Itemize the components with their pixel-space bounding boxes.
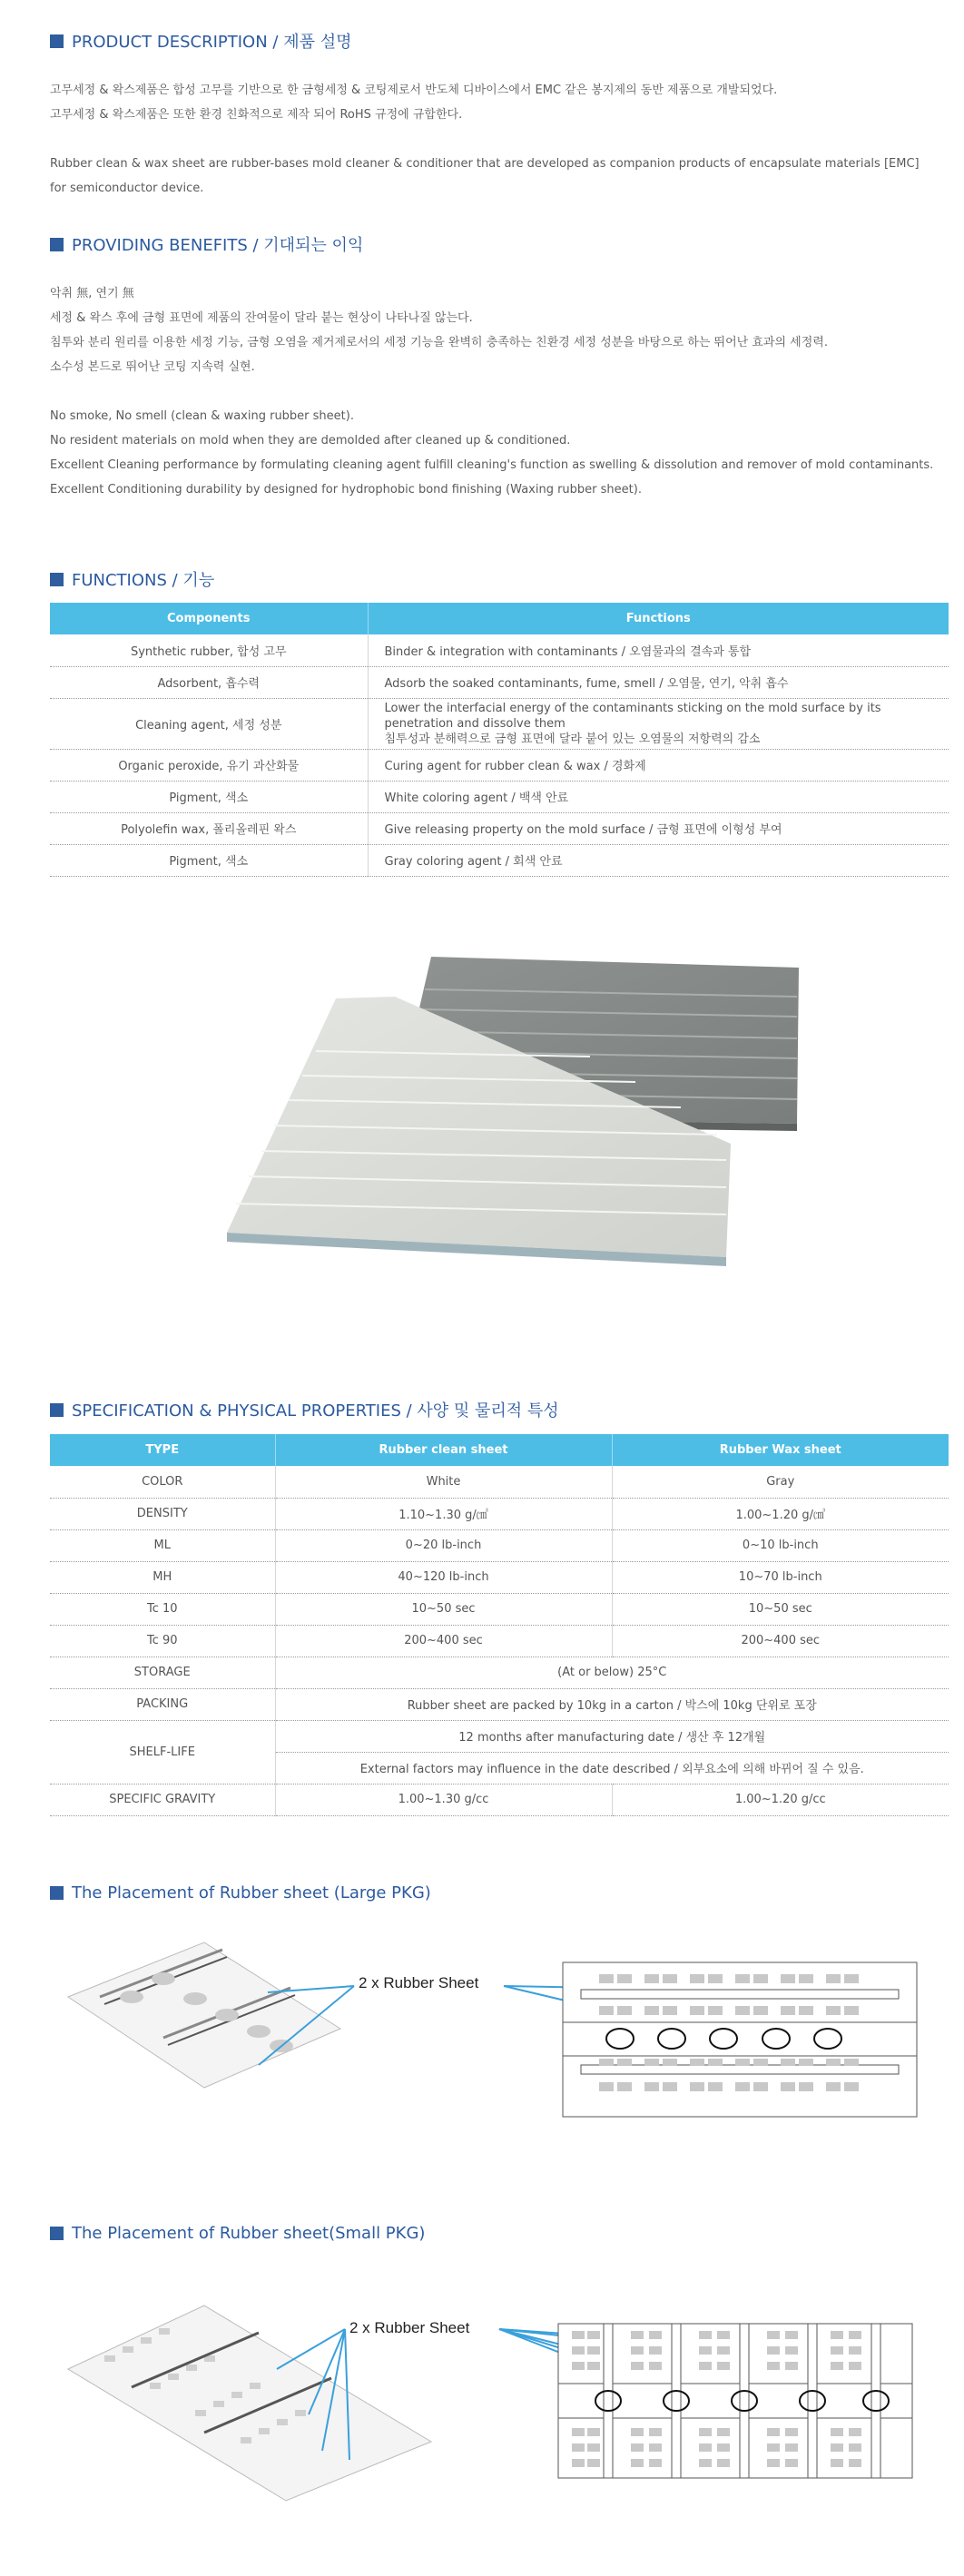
- square-bullet-icon: [50, 1886, 64, 1900]
- product-description-text: [50, 78, 920, 201]
- function-cell: White coloring agent / 백색 안료: [368, 781, 949, 812]
- square-bullet-icon: [50, 2227, 64, 2240]
- table-row: [50, 1688, 949, 1720]
- component-cell: Polyolefin wax, 폴리올레핀 왁스: [50, 812, 368, 844]
- type-cell: ML: [50, 1529, 275, 1561]
- clean-sheet-cell: 10~50 sec: [275, 1593, 612, 1625]
- text-line: Excellent Cleaning performance by formulating cleaning agent fulfill cleaning's function as swelling & dissolution and remover of mold contaminants.: [50, 458, 934, 472]
- function-cell: Curing agent for rubber clean & wax / 경화제: [368, 749, 949, 781]
- table-row: [50, 1466, 949, 1498]
- small-pkg-diagram: [50, 2269, 930, 2505]
- square-bullet-icon: [50, 573, 64, 586]
- text-line: [50, 379, 933, 404]
- rubber-sheet-label: 2 x Rubber Sheet: [359, 1974, 479, 1991]
- text-line: 침투와 분리 원리를 이용한 세정 기능, 금형 오염을 제거제로서의 세정 기능을 완벽히 충족하는 친환경 세정 성분을 바탕으로 하는 뛰어난 효과의 세정력.: [50, 336, 828, 349]
- function-cell: Gray coloring agent / 회색 안료: [368, 844, 949, 876]
- column-header: Rubber clean sheet: [275, 1434, 612, 1466]
- wax-sheet-cell: 200~400 sec: [612, 1625, 949, 1657]
- text-line: Excellent Conditioning durability by designed for hydrophobic bond finishing (Waxing rubber sheet).: [50, 483, 642, 497]
- wax-sheet-cell: 10~70 lb-inch: [612, 1561, 949, 1593]
- component-cell: Adsorbent, 흡수력: [50, 666, 368, 698]
- large-pkg-isometric-strip: [68, 1942, 340, 2088]
- table-row: [50, 1561, 949, 1593]
- component-cell: Cleaning agent, 세정 성분: [50, 698, 368, 749]
- table-row: [50, 1657, 949, 1688]
- text-line: 고무세정 & 왁스제품은 합성 고무를 기반으로 한 금형세정 & 코팅제로서 반도체 디바이스에서 EMC 같은 봉지제의 동반 제품으로 개발되었다.: [50, 84, 778, 97]
- large-pkg-top-view: [563, 1962, 917, 2117]
- table-row: [50, 781, 949, 812]
- table-row: [50, 634, 949, 666]
- section-title-text: FUNCTIONS / 기능: [72, 571, 215, 590]
- section-title-product-description: [50, 29, 351, 53]
- function-line: Lower the interfacial energy of the contaminants sticking on the mold surface by its: [384, 701, 881, 715]
- table-row: [50, 666, 949, 698]
- function-cell: Binder & integration with contaminants / 오염물과의 결속과 통합: [368, 634, 949, 666]
- wax-sheet-cell: 1.00~1.20 g/㎤: [612, 1498, 949, 1529]
- clean-sheet-cell: White: [275, 1466, 612, 1498]
- table-row: [50, 1720, 949, 1752]
- wax-sheet-cell: Gray: [612, 1466, 949, 1498]
- table-row: [50, 1529, 949, 1561]
- section-title-placement-large: [50, 1883, 431, 1903]
- text-line: No resident materials on mold when they are demolded after cleaned up & conditioned.: [50, 434, 571, 447]
- type-cell: Tc 10: [50, 1593, 275, 1625]
- section-title-text: The Placement of Rubber sheet(Small PKG): [72, 2224, 426, 2243]
- clean-sheet-cell: 1.00~1.30 g/cc: [275, 1784, 612, 1815]
- merged-value-cell: (At or below) 25°C: [275, 1657, 949, 1688]
- table-header-row: [50, 603, 949, 634]
- type-cell: PACKING: [50, 1688, 275, 1720]
- square-bullet-icon: [50, 34, 64, 48]
- type-cell: Tc 90: [50, 1625, 275, 1657]
- text-line: No smoke, No smell (clean & waxing rubber sheet).: [50, 409, 354, 423]
- wax-sheet-cell: 10~50 sec: [612, 1593, 949, 1625]
- rubber-sheets-photo: [209, 944, 808, 1289]
- text-line: 소수성 본드로 뛰어난 코팅 지속력 실현.: [50, 360, 255, 374]
- clean-sheet-cell: 200~400 sec: [275, 1625, 612, 1657]
- component-cell: Organic peroxide, 유기 과산화물: [50, 749, 368, 781]
- small-pkg-top-view: [558, 2324, 912, 2478]
- merged-value-cell: 12 months after manufacturing date / 생산 후 12개월: [275, 1720, 949, 1752]
- section-title-text: PRODUCT DESCRIPTION / 제품 설명: [72, 33, 352, 52]
- merged-value-cell: Rubber sheet are packed by 10kg in a carton / 박스에 10kg 단위로 포장: [275, 1688, 949, 1720]
- section-title-text: PROVIDING BENEFITS / 기대되는 이익: [72, 236, 364, 255]
- text-line: [50, 127, 920, 152]
- table-row: [50, 1625, 949, 1657]
- table-row: [50, 844, 949, 876]
- text-line: Rubber clean & wax sheet are rubber-bases mold cleaner & conditioner that are developed as companion products of encapsulate materials [EMC]: [50, 157, 920, 171]
- rubber-sheet-label: 2 x Rubber Sheet: [349, 2319, 470, 2336]
- table-row: [50, 1593, 949, 1625]
- text-line: 고무세정 & 왁스제품은 또한 환경 친화적으로 제작 되어 RoHS 규정에 규합한다.: [50, 108, 463, 122]
- type-cell: STORAGE: [50, 1657, 275, 1688]
- type-cell: DENSITY: [50, 1498, 275, 1529]
- square-bullet-icon: [50, 1403, 64, 1417]
- wax-sheet-cell: 1.00~1.20 g/cc: [612, 1784, 949, 1815]
- column-header: TYPE: [50, 1434, 275, 1466]
- large-pkg-diagram: [50, 1924, 930, 2138]
- table-header-row: [50, 1434, 949, 1466]
- section-title-text: SPECIFICATION & PHYSICAL PROPERTIES / 사양 및 물리적 특성: [72, 1401, 559, 1421]
- functions-table: [50, 603, 949, 877]
- text-line: 세정 & 왁스 후에 금형 표면에 제품의 잔여물이 달라 붙는 현상이 나타나질 않는다.: [50, 311, 473, 325]
- text-line: for semiconductor device.: [50, 182, 204, 195]
- text-line: 악취 無, 연기 無: [50, 287, 134, 300]
- function-cell: Adsorb the soaked contaminants, fume, smell / 오염물, 연기, 악취 흡수: [368, 666, 949, 698]
- table-row: [50, 749, 949, 781]
- function-line: 침투성과 분해력으로 금형 표면에 달라 붙어 있는 오염물의 저항력의 감소: [384, 732, 761, 746]
- clean-sheet-cell: 40~120 lb-inch: [275, 1561, 612, 1593]
- table-row: [50, 1498, 949, 1529]
- clean-sheet-cell: 0~20 lb-inch: [275, 1529, 612, 1561]
- section-title-functions: [50, 567, 214, 591]
- table-row: [50, 1784, 949, 1815]
- section-title-specification: [50, 1398, 559, 1421]
- table-row: [50, 698, 949, 749]
- component-cell: Synthetic rubber, 합성 고무: [50, 634, 368, 666]
- table-row: [50, 812, 949, 844]
- function-cell: [368, 698, 949, 749]
- section-title-benefits: [50, 232, 363, 256]
- function-cell: Give releasing property on the mold surface / 금형 표면에 이형성 부여: [368, 812, 949, 844]
- merged-value-cell: External factors may influence in the date described / 외부요소에 의해 바뀌어 질 수 있음.: [275, 1752, 949, 1784]
- type-cell: SHELF-LIFE: [50, 1720, 275, 1784]
- section-title-text: The Placement of Rubber sheet (Large PKG): [72, 1883, 431, 1903]
- specification-table: [50, 1434, 949, 1816]
- type-cell: COLOR: [50, 1466, 275, 1498]
- wax-sheet-cell: 0~10 lb-inch: [612, 1529, 949, 1561]
- type-cell: MH: [50, 1561, 275, 1593]
- benefits-text: [50, 281, 933, 502]
- section-title-placement-small: [50, 2224, 425, 2243]
- square-bullet-icon: [50, 238, 64, 251]
- component-cell: Pigment, 색소: [50, 844, 368, 876]
- column-header: Components: [50, 603, 368, 634]
- component-cell: Pigment, 색소: [50, 781, 368, 812]
- clean-sheet-cell: 1.10~1.30 g/㎤: [275, 1498, 612, 1529]
- column-header: Rubber Wax sheet: [612, 1434, 949, 1466]
- type-cell: SPECIFIC GRAVITY: [50, 1784, 275, 1815]
- column-header: Functions: [368, 603, 949, 634]
- function-line: penetration and dissolve them: [384, 716, 566, 731]
